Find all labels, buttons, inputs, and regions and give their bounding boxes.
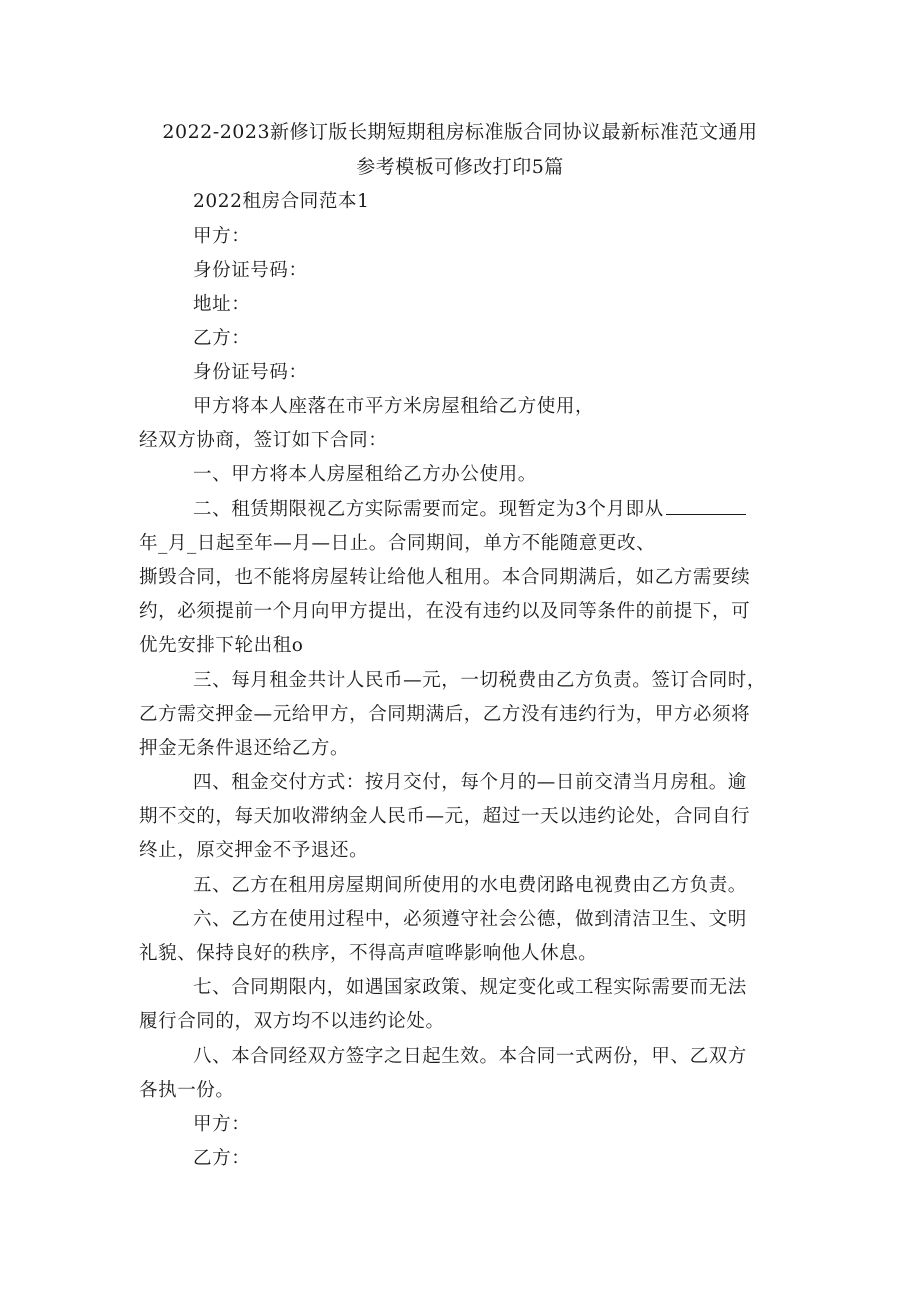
paragraph-line: 经双方协商，签订如下合同： xyxy=(139,430,388,451)
party-a-label: 甲方： xyxy=(193,226,251,247)
signature-party-b: 乙方： xyxy=(193,1148,251,1169)
clause-2-line: 优先安排下轮出租o xyxy=(139,635,304,656)
clause-5: 五、乙方在租用房屋期间所使用的水电费闭路电视费由乙方负责。 xyxy=(193,875,747,896)
clause-6-line: 礼貌、保持良好的秩序，不得高声喧哗影响他人休息。 xyxy=(139,943,598,964)
clause-3-line: 乙方需交押金—元给甲方，合同期满后，乙方没有违约行为，甲方必须将 xyxy=(139,704,751,725)
section-heading: 2022租房合同范本1 xyxy=(193,191,370,212)
clause-2-line: 年_月_日起至年—月—日止。合同期间，单方不能随意更改、 xyxy=(139,533,656,554)
clause-8-line: 各执一份。 xyxy=(139,1080,235,1101)
clause-4-line: 终止，原交押金不予退还。 xyxy=(139,840,369,861)
party-b-label: 乙方： xyxy=(193,328,251,349)
clause-2-line xyxy=(193,495,746,521)
clause-6-line: 六、乙方在使用过程中，必须遵守社会公德，做到清洁卫生、文明 xyxy=(193,909,747,930)
document-title-line-1: 2022-2023新修订版长期短期租房标准版合同协议最新标准范文通用 xyxy=(162,121,758,143)
clause-3-line: 三、每月租金共计人民币—元，一切税费由乙方负责。签订合同时， xyxy=(193,670,767,691)
clause-7-line: 履行合同的，双方均不以违约论处。 xyxy=(139,1011,445,1032)
party-b-id-label: 身份证号码： xyxy=(193,362,308,383)
clause-7-line: 七、合同期限内，如遇国家政策、规定变化或工程实际需要而无法 xyxy=(193,977,747,998)
clause-4-line: 四、租金交付方式：按月交付，每个月的—日前交清当月房租。逾 xyxy=(193,772,747,793)
signature-party-a: 甲方： xyxy=(193,1114,251,1135)
clause-3-line: 押金无条件退还给乙方。 xyxy=(139,738,350,759)
clause-1: 一、甲方将本人房屋租给乙方办公使用。 xyxy=(193,464,537,485)
party-a-id-label: 身份证号码： xyxy=(193,260,308,281)
party-a-address-label: 地址： xyxy=(193,294,251,315)
clause-2-text: 二、租赁期限视乙方实际需要而定。现暂定为3个月即从 xyxy=(193,499,664,520)
clause-2-line: 约，必须提前一个月向甲方提出，在没有违约以及同等条件的前提下，可 xyxy=(139,601,751,622)
fill-in-blank xyxy=(666,496,746,515)
clause-8-line: 八、本合同经双方签字之日起生效。本合同一式两份，甲、乙双方 xyxy=(193,1046,747,1067)
clause-2-line: 撕毁合同，也不能将房屋转让给他人租用。本合同期满后，如乙方需要续 xyxy=(139,567,751,588)
document-title-line-2: 参考模板可修改打印5篇 xyxy=(356,156,564,178)
clause-4-line: 期不交的，每天加收滞纳金人民币—元，超过一天以违约论处，合同自行 xyxy=(139,806,751,827)
paragraph-line: 甲方将本人座落在市平方米房屋租给乙方使用， xyxy=(193,396,595,417)
